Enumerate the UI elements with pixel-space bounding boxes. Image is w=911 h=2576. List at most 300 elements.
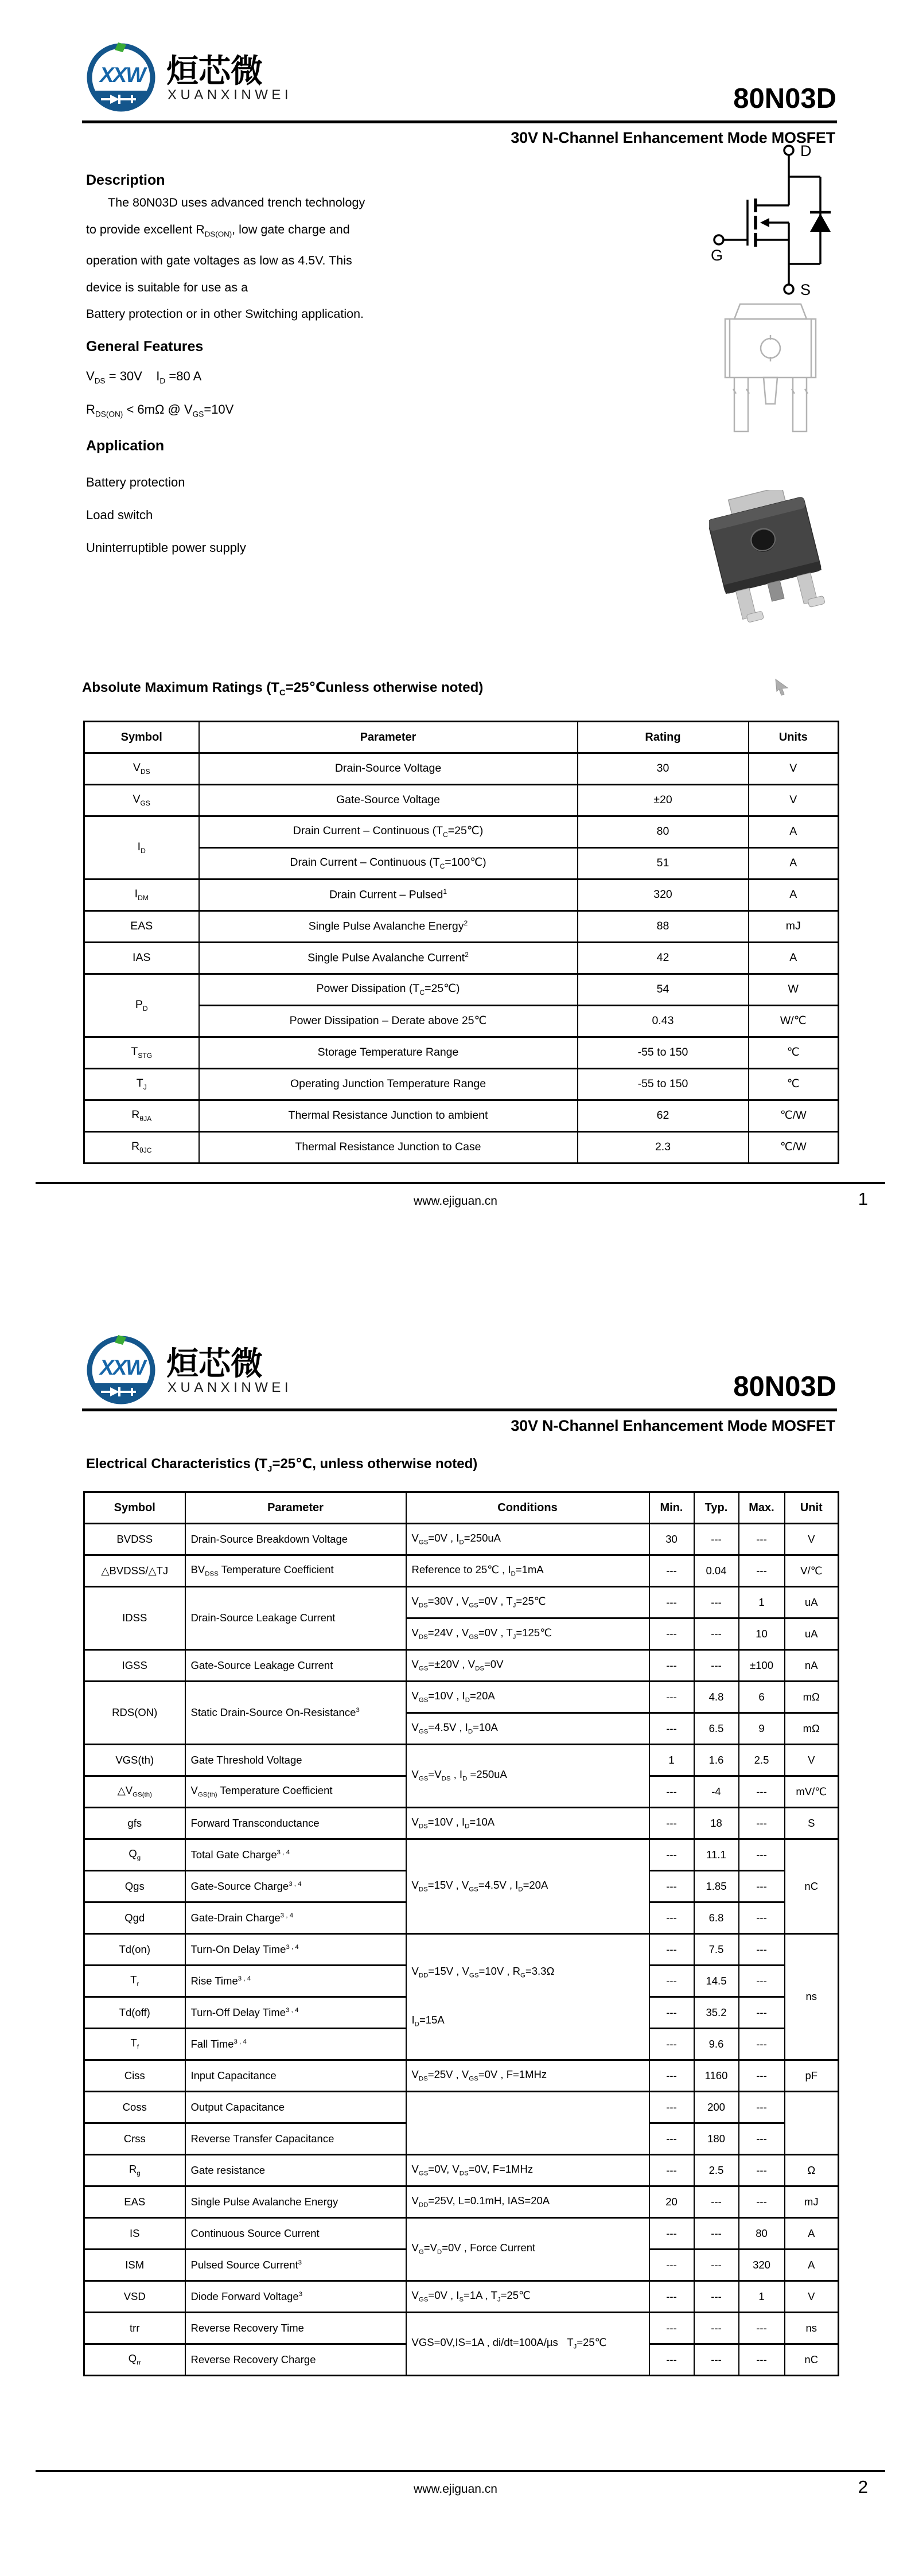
table-row xyxy=(84,1934,839,1966)
table-cell: --- xyxy=(739,1902,785,1934)
table-cell: uA xyxy=(785,1618,839,1650)
table-cell: $V_{DS}=15V$ , $V_{GS}=4.5V$ , $I_D=20A$ xyxy=(406,1839,649,1934)
table-cell: V/℃ xyxy=(785,1555,839,1587)
table-cell: --- xyxy=(649,2344,694,2376)
table-cell: $V_{DS}=10V$ , $I_D=10A$ xyxy=(406,1808,649,1839)
table-cell: 42 xyxy=(578,943,749,974)
table-cell: 20 xyxy=(649,2186,694,2218)
table-cell: Drain Current – Continuous $(T_C=25℃)$ xyxy=(199,816,578,848)
table-cell: 0.43 xyxy=(578,1006,749,1037)
table-cell: nC xyxy=(785,2344,839,2376)
table-row xyxy=(84,2186,839,2218)
table-cell: --- xyxy=(739,1555,785,1587)
table-cell: Operating Junction Temperature Range xyxy=(199,1069,578,1100)
table-cell: --- xyxy=(739,1934,785,1966)
table-cell: A xyxy=(749,848,839,880)
table-cell: IGSS xyxy=(84,1650,185,1682)
column-header-units: Units xyxy=(749,722,839,753)
table-cell: Reverse Transfer Capacitance xyxy=(185,2123,406,2155)
table-cell: --- xyxy=(694,2218,739,2250)
table-row xyxy=(84,1745,839,1776)
table-cell: V xyxy=(785,1745,839,1776)
table-cell: 30 xyxy=(578,753,749,785)
drain-label: D xyxy=(800,142,812,159)
table-cell: mΩ xyxy=(785,1713,839,1745)
header-rule xyxy=(82,1408,837,1411)
table-cell: Diode Forward Voltage$^3$ xyxy=(185,2281,406,2313)
brand-logo xyxy=(85,40,349,120)
description-line: device is suitable for use as a xyxy=(86,280,248,294)
page-number: 1 xyxy=(858,1189,868,1209)
table-cell: 80 xyxy=(578,816,749,848)
table-cell: $V_{GS}=0V$ , $I_S=1A$ , $T_J=25℃$ xyxy=(406,2281,649,2313)
table-cell: --- xyxy=(694,2344,739,2376)
table-cell: --- xyxy=(649,2092,694,2123)
table-cell: W/℃ xyxy=(749,1006,839,1037)
table-cell: 6 xyxy=(739,1682,785,1713)
table-cell: Crss xyxy=(84,2123,185,2155)
table-cell: Drain-Source Leakage Current xyxy=(185,1587,406,1650)
table-cell: --- xyxy=(694,2250,739,2281)
table-cell: trr xyxy=(84,2313,185,2344)
table-cell: Qgs xyxy=(84,1871,185,1902)
table-cell: --- xyxy=(649,2313,694,2344)
table-cell: 11.1 xyxy=(694,1839,739,1871)
table-cell: 88 xyxy=(578,911,749,943)
description-heading: Description xyxy=(86,172,165,188)
table-cell: $T_{STG}$ xyxy=(84,1037,199,1069)
brand-logo xyxy=(85,1333,349,1413)
table-cell: 4.8 xyxy=(694,1682,739,1713)
table-row xyxy=(84,785,839,816)
table-cell: 200 xyxy=(694,2092,739,2123)
table-cell: $I_{DM}$ xyxy=(84,880,199,911)
absolute-maximum-ratings-table xyxy=(83,721,839,1164)
table-cell: --- xyxy=(739,2123,785,2155)
header-rule xyxy=(82,120,837,123)
table-row xyxy=(84,2155,839,2186)
table-cell: --- xyxy=(739,2155,785,2186)
column-header-conditions: Conditions xyxy=(406,1492,649,1524)
table-cell: --- xyxy=(694,1650,739,1682)
table-cell: --- xyxy=(739,1997,785,2029)
table-cell: --- xyxy=(739,2092,785,2123)
table-row xyxy=(84,1682,839,1713)
table-cell: $V_{DD}=15V$ , $V_{GS}=10V$ , $R_G=3.3\Omega$ $I_D=15A$ xyxy=(406,1934,649,2060)
table-cell: --- xyxy=(739,1776,785,1808)
table-cell: $V_{GS}$ xyxy=(84,785,199,816)
table-cell: $BV_{DSS}$ Temperature Coefficient xyxy=(185,1555,406,1587)
table-cell: 9.6 xyxy=(694,2029,739,2060)
table-cell: --- xyxy=(649,1839,694,1871)
brand-name-chinese: 烜芯微 xyxy=(166,1345,263,1382)
table-row xyxy=(84,816,839,848)
brand-monogram: XXW xyxy=(99,1356,145,1379)
table-cell: 1.85 xyxy=(694,1871,739,1902)
table-cell: gfs xyxy=(84,1808,185,1839)
table-cell: Reference to 25℃ , $I_D=1mA$ xyxy=(406,1555,649,1587)
page-2 xyxy=(0,1288,911,2576)
table-cell: $I_D$ xyxy=(84,816,199,880)
table-cell: EAS xyxy=(84,911,199,943)
table-cell: Single Pulse Avalanche Energy xyxy=(185,2186,406,2218)
table-cell: mΩ xyxy=(785,1682,839,1713)
part-number-title: 80N03D xyxy=(733,83,836,114)
table-cell: Reverse Recovery Charge xyxy=(185,2344,406,2376)
table-cell: 2.3 xyxy=(578,1132,749,1164)
brand-name-latin: XUANXINWEI xyxy=(168,1380,293,1395)
table-cell: -4 xyxy=(694,1776,739,1808)
table-cell: EAS xyxy=(84,2186,185,2218)
table-cell: --- xyxy=(649,1650,694,1682)
electrical-characteristics-table xyxy=(83,1491,839,2376)
column-header-symbol: Symbol xyxy=(84,722,199,753)
table-cell: W xyxy=(749,974,839,1006)
table-cell: VSD xyxy=(84,2281,185,2313)
table-cell: A xyxy=(749,880,839,911)
table-cell: ℃/W xyxy=(749,1100,839,1132)
table-cell: Turn-On Delay Time$^{3 , 4}$ xyxy=(185,1934,406,1966)
table-cell: 9 xyxy=(739,1713,785,1745)
table-cell: $V_{GS}=\pm 20V$ , $V_{DS}=0V$ xyxy=(406,1650,649,1682)
table-cell: --- xyxy=(649,1808,694,1839)
table-row xyxy=(84,880,839,911)
table-cell: A xyxy=(749,816,839,848)
table-cell: $V_{DS}=24V$ , $V_{GS}=0V$ , $T_J=125℃$ xyxy=(406,1618,649,1650)
table-cell: Coss xyxy=(84,2092,185,2123)
document-subtitle: 30V N-Channel Enhancement Mode MOSFET xyxy=(511,1417,835,1434)
brand-monogram: XXW xyxy=(99,63,145,87)
table-cell: VGS(th) xyxy=(84,1745,185,1776)
table-cell: -55 to 150 xyxy=(578,1037,749,1069)
table-row xyxy=(84,974,839,1006)
table-cell: --- xyxy=(649,1902,694,1934)
table-cell: Power Dissipation $(T_C=25℃)$ xyxy=(199,974,578,1006)
table-row xyxy=(84,2218,839,2250)
table-cell: --- xyxy=(649,1618,694,1650)
table-cell: 54 xyxy=(578,974,749,1006)
table-cell: $P_D$ xyxy=(84,974,199,1037)
cursor-artifact-icon xyxy=(774,678,791,696)
table-cell: Gate-Source Voltage xyxy=(199,785,578,816)
table-cell: 0.04 xyxy=(694,1555,739,1587)
table-row xyxy=(84,943,839,974)
table-cell: --- xyxy=(694,2281,739,2313)
table-cell: --- xyxy=(649,2250,694,2281)
column-header-min: Min. xyxy=(649,1492,694,1524)
table-row xyxy=(84,2060,839,2092)
table-cell: --- xyxy=(649,1871,694,1902)
footer-rule xyxy=(36,2470,885,2472)
table-cell: $T_r$ xyxy=(84,1966,185,1997)
table-row xyxy=(84,2092,839,2123)
description-paragraph xyxy=(86,189,430,328)
table-cell: Drain-Source Voltage xyxy=(199,753,578,785)
brand-name-chinese: 烜芯微 xyxy=(166,53,263,89)
table-cell: Storage Temperature Range xyxy=(199,1037,578,1069)
column-header-parameter: Parameter xyxy=(185,1492,406,1524)
table-cell: $V_{GS}=0V$ , $I_D=250uA$ xyxy=(406,1524,649,1555)
table-cell: --- xyxy=(739,1524,785,1555)
table-cell: Input Capacitance xyxy=(185,2060,406,2092)
table-cell: 18 xyxy=(694,1808,739,1839)
table-cell: Ciss xyxy=(84,2060,185,2092)
abs-max-ratings-heading: Absolute Maximum Ratings ($T_C=25℃unless$ otherwise noted) xyxy=(82,680,484,698)
table-cell: V xyxy=(749,785,839,816)
table-cell: Output Capacitance xyxy=(185,2092,406,2123)
mosfet-symbol-diagram xyxy=(703,142,846,306)
table-cell: Single Pulse Avalanche Energy$^2$ xyxy=(199,911,578,943)
table-cell: IS xyxy=(84,2218,185,2250)
table-cell: ns xyxy=(785,2313,839,2344)
table-cell: $T_J$ xyxy=(84,1069,199,1100)
table-cell: ±100 xyxy=(739,1650,785,1682)
table-cell: Static Drain-Source On-Resistance$^3$ xyxy=(185,1682,406,1745)
column-header-unit: Unit xyxy=(785,1492,839,1524)
table-cell: ℃ xyxy=(749,1037,839,1069)
table-cell: 35.2 xyxy=(694,1997,739,2029)
table-cell: $V_{GS}=0V$, $V_{DS}=0V$, F=1MHz xyxy=(406,2155,649,2186)
column-header-parameter: Parameter xyxy=(199,722,578,753)
table-cell: Fall Time$^{3 , 4}$ xyxy=(185,2029,406,2060)
table-cell: 7.5 xyxy=(694,1934,739,1966)
table-cell: 1160 xyxy=(694,2060,739,2092)
table-cell: --- xyxy=(739,1839,785,1871)
feature-line-ratings: $V_{DS} = 30V$ $I_D =80$ A xyxy=(86,369,202,386)
table-cell: ℃/W xyxy=(749,1132,839,1164)
table-cell: mJ xyxy=(749,911,839,943)
table-cell: Td(off) xyxy=(84,1997,185,2029)
table-cell: --- xyxy=(694,2313,739,2344)
table-cell: --- xyxy=(649,1555,694,1587)
table-cell: Reverse Recovery Time xyxy=(185,2313,406,2344)
table-cell: S xyxy=(785,1808,839,1839)
table-cell: ISM xyxy=(84,2250,185,2281)
table-cell: Gate-Source Leakage Current xyxy=(185,1650,406,1682)
table-cell: Gate-Drain Charge$^{3 , 4}$ xyxy=(185,1902,406,1934)
table-cell: 320 xyxy=(739,2250,785,2281)
table-cell: $R_{\theta JC}$ xyxy=(84,1132,199,1164)
footer-url: www.ejiguan.cn xyxy=(414,1194,497,1208)
table-cell: $\triangle V_{GS(th)}$ xyxy=(84,1776,185,1808)
table-cell: Gate Threshold Voltage xyxy=(185,1745,406,1776)
table-cell: Power Dissipation – Derate above 25℃ xyxy=(199,1006,578,1037)
table-cell: --- xyxy=(649,2218,694,2250)
table-cell: --- xyxy=(739,2186,785,2218)
general-features-heading: General Features xyxy=(86,338,204,355)
table-cell: Continuous Source Current xyxy=(185,2218,406,2250)
table-cell: --- xyxy=(739,2313,785,2344)
table-cell: Pulsed Source Current$^3$ xyxy=(185,2250,406,2281)
table-row xyxy=(84,753,839,785)
description-line: Battery protection or in other Switching application. xyxy=(86,307,364,321)
table-cell: Thermal Resistance Junction to Case xyxy=(199,1132,578,1164)
table-cell: --- xyxy=(649,2123,694,2155)
table-cell xyxy=(406,2092,649,2155)
table-row xyxy=(84,1100,839,1132)
table-cell: IDSS xyxy=(84,1587,185,1650)
table-cell: VGS=0V,IS=1A , di/dt=100A/µs $T_J=25℃$ xyxy=(406,2313,649,2376)
table-cell: $R_{\theta JA}$ xyxy=(84,1100,199,1132)
table-cell: Forward Transconductance xyxy=(185,1808,406,1839)
table-cell: 62 xyxy=(578,1100,749,1132)
package-outline-drawing xyxy=(717,302,825,449)
table-cell: --- xyxy=(649,2060,694,2092)
page-number: 2 xyxy=(858,2477,868,2497)
table-cell: --- xyxy=(649,1934,694,1966)
table-cell: A xyxy=(785,2218,839,2250)
table-cell: -55 to 150 xyxy=(578,1069,749,1100)
table-row xyxy=(84,2281,839,2313)
table-row xyxy=(84,1037,839,1069)
table-cell: ns xyxy=(785,1934,839,2060)
column-header-symbol: Symbol xyxy=(84,1492,185,1524)
table-cell: --- xyxy=(649,1587,694,1618)
table-cell: 80 xyxy=(739,2218,785,2250)
application-item: Load switch xyxy=(86,508,153,522)
table-cell: 10 xyxy=(739,1618,785,1650)
table-cell: uA xyxy=(785,1587,839,1618)
table-cell: --- xyxy=(739,1871,785,1902)
table-cell: --- xyxy=(739,1808,785,1839)
table-cell: --- xyxy=(649,1776,694,1808)
table-cell: 6.5 xyxy=(694,1713,739,1745)
table-cell: $T_f$ xyxy=(84,2029,185,2060)
table-cell: Rise Time$^{3 , 4}$ xyxy=(185,1966,406,1997)
table-row xyxy=(84,911,839,943)
table-cell: Drain Current – Pulsed$^1$ xyxy=(199,880,578,911)
table-row xyxy=(84,1587,839,1618)
table-cell: --- xyxy=(694,1587,739,1618)
table-cell: Single Pulse Avalanche Current$^2$ xyxy=(199,943,578,974)
table-cell: 30 xyxy=(649,1524,694,1555)
table-cell: ±20 xyxy=(578,785,749,816)
table-row xyxy=(84,1069,839,1100)
table-row xyxy=(84,2313,839,2344)
document-subtitle: 30V N-Channel Enhancement Mode MOSFET xyxy=(511,129,835,146)
table-cell: --- xyxy=(739,2029,785,2060)
table-row xyxy=(84,1524,839,1555)
table-cell: 1 xyxy=(649,1745,694,1776)
table-row xyxy=(84,1650,839,1682)
table-cell: Thermal Resistance Junction to ambient xyxy=(199,1100,578,1132)
table-header-row xyxy=(84,722,839,753)
table-cell xyxy=(785,2092,839,2155)
footer-rule xyxy=(36,1182,885,1184)
table-cell: $V_{DS}$ xyxy=(84,753,199,785)
gate-label: G xyxy=(711,247,723,264)
application-list xyxy=(86,466,430,564)
table-cell: Td(on) xyxy=(84,1934,185,1966)
table-cell: --- xyxy=(694,2186,739,2218)
table-cell: V xyxy=(785,2281,839,2313)
table-cell: $V_{GS}=10V$ , $I_D=20A$ xyxy=(406,1682,649,1713)
table-cell: V xyxy=(785,1524,839,1555)
table-cell: BVDSS xyxy=(84,1524,185,1555)
table-cell: 6.8 xyxy=(694,1902,739,1934)
table-cell: --- xyxy=(649,2029,694,2060)
table-cell: 1 xyxy=(739,2281,785,2313)
table-cell: 2.5 xyxy=(694,2155,739,2186)
table-cell: --- xyxy=(694,1618,739,1650)
table-cell: Gate-Source Charge$^{3 , 4}$ xyxy=(185,1871,406,1902)
part-number-title: 80N03D xyxy=(733,1371,836,1402)
table-cell: nC xyxy=(785,1839,839,1934)
table-cell: A xyxy=(749,943,839,974)
table-cell: △BVDSS/△TJ xyxy=(84,1555,185,1587)
column-header-rating: Rating xyxy=(578,722,749,753)
column-header-max: Max. xyxy=(739,1492,785,1524)
electrical-characteristics-heading: Electrical Characteristics ($T_J=25℃$, unless otherwise noted) xyxy=(86,1456,478,1474)
table-cell: $V_{DS}=30V$ , $V_{GS}=0V$ , $T_J=25℃$ xyxy=(406,1587,649,1618)
table-cell: RDS(ON) xyxy=(84,1682,185,1745)
table-cell: $V_{DD}=25V$, L=0.1mH, IAS=20A xyxy=(406,2186,649,2218)
table-cell: 1.6 xyxy=(694,1745,739,1776)
table-cell: Total Gate Charge$^{3 , 4}$ xyxy=(185,1839,406,1871)
table-cell: ℃ xyxy=(749,1069,839,1100)
description-line: to provide excellent $R_{DS(ON)}$, low gate charge and xyxy=(86,222,350,238)
table-cell: $V_{DS}=25V$ , $V_{GS}=0V$ , F=1MHz xyxy=(406,2060,649,2092)
table-cell: --- xyxy=(649,1713,694,1745)
table-cell: Gate resistance xyxy=(185,2155,406,2186)
description-line: The 80N03D uses advanced trench technology xyxy=(108,196,365,209)
table-cell: --- xyxy=(739,2060,785,2092)
source-label: S xyxy=(800,281,811,298)
description-line: operation with gate voltages as low as 4.5V. This xyxy=(86,254,352,268)
table-cell: Turn-Off Delay Time$^{3 , 4}$ xyxy=(185,1997,406,2029)
application-item: Battery protection xyxy=(86,475,185,489)
footer-url: www.ejiguan.cn xyxy=(414,2482,497,2496)
table-cell: 2.5 xyxy=(739,1745,785,1776)
table-cell: Drain-Source Breakdown Voltage xyxy=(185,1524,406,1555)
table-cell: V xyxy=(749,753,839,785)
table-cell: $V_{GS}=4.5V$ , $I_D=10A$ xyxy=(406,1713,649,1745)
table-cell: --- xyxy=(649,1966,694,1997)
column-header-typ: Typ. xyxy=(694,1492,739,1524)
table-cell: --- xyxy=(739,1966,785,1997)
table-cell: --- xyxy=(739,2344,785,2376)
table-cell: --- xyxy=(649,1997,694,2029)
table-header-row xyxy=(84,1492,839,1524)
table-cell: 1 xyxy=(739,1587,785,1618)
application-item: Uninterruptible power supply xyxy=(86,540,246,555)
feature-line-rdson: $R_{DS(ON)} < 6m\Omega$ @ $V_{GS}=10V$ xyxy=(86,402,234,419)
table-cell: $Q_g$ xyxy=(84,1839,185,1871)
table-cell: 51 xyxy=(578,848,749,880)
application-heading: Application xyxy=(86,438,165,454)
table-cell: mJ xyxy=(785,2186,839,2218)
table-cell: $V_G=V_D=0V$ , Force Current xyxy=(406,2218,649,2281)
table-cell: --- xyxy=(649,1682,694,1713)
table-cell: Qgd xyxy=(84,1902,185,1934)
table-cell: Drain Current – Continuous $(T_C=100℃)$ xyxy=(199,848,578,880)
package-3d-image xyxy=(709,490,825,631)
table-cell: nA xyxy=(785,1650,839,1682)
table-row xyxy=(84,1808,839,1839)
table-cell: --- xyxy=(694,1524,739,1555)
table-row xyxy=(84,1839,839,1871)
table-cell: pF xyxy=(785,2060,839,2092)
table-row xyxy=(84,1555,839,1587)
brand-name-latin: XUANXINWEI xyxy=(168,87,293,103)
table-cell: --- xyxy=(649,2155,694,2186)
table-cell: Ω xyxy=(785,2155,839,2186)
table-row xyxy=(84,1132,839,1164)
table-cell: --- xyxy=(649,2281,694,2313)
table-cell: IAS xyxy=(84,943,199,974)
table-cell: $V_{GS}=V_{DS}$ , $I_D =250uA$ xyxy=(406,1745,649,1808)
table-cell: mV/℃ xyxy=(785,1776,839,1808)
